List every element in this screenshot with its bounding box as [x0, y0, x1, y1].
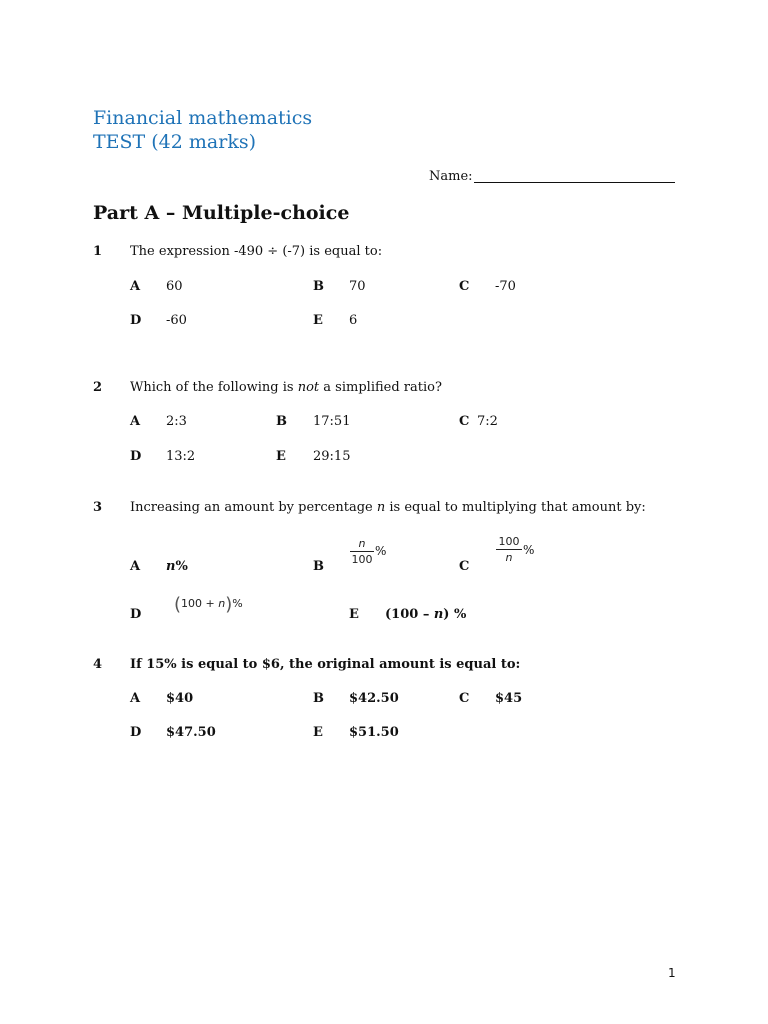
option-letter[interactable]: D: [130, 607, 142, 622]
option-value[interactable]: 29:15: [313, 449, 351, 464]
document-title: Financial mathematics: [93, 107, 313, 129]
option-value[interactable]: 17:51: [313, 414, 351, 429]
option-value[interactable]: $51.50: [349, 725, 399, 740]
option-value[interactable]: 6: [349, 313, 358, 328]
option-letter[interactable]: A: [130, 414, 141, 429]
name-label: Name:: [429, 169, 473, 184]
option-value[interactable]: 7:2: [477, 414, 498, 429]
option-value[interactable]: (100 – n) %: [385, 607, 467, 622]
option-value[interactable]: -70: [495, 279, 516, 294]
percent-sign: %: [523, 543, 535, 557]
option-value[interactable]: -60: [166, 313, 187, 328]
option-letter[interactable]: D: [130, 725, 142, 740]
question-number: 4: [93, 657, 103, 672]
fraction-100-over-n[interactable]: 100 n: [496, 535, 522, 564]
question-text: If 15% is equal to $6, the original amount is equal to:: [130, 657, 521, 672]
option-letter[interactable]: C: [459, 691, 470, 706]
option-value[interactable]: $40: [166, 691, 194, 706]
option-letter[interactable]: A: [130, 279, 141, 294]
question-number: 2: [93, 380, 103, 395]
option-letter[interactable]: C: [459, 559, 470, 574]
option-letter[interactable]: B: [276, 414, 287, 429]
question-number: 1: [93, 244, 103, 259]
option-letter[interactable]: C: [459, 414, 470, 429]
option-value[interactable]: 70: [349, 279, 366, 294]
option-value[interactable]: 13:2: [166, 449, 196, 464]
document-subtitle: TEST (42 marks): [93, 131, 257, 153]
option-letter[interactable]: E: [276, 449, 286, 464]
option-letter[interactable]: B: [313, 691, 324, 706]
question-text: Which of the following is not a simplified ratio?: [130, 380, 442, 395]
option-value[interactable]: 2:3: [166, 414, 187, 429]
expression-100-plus-n[interactable]: (100 + n)%: [174, 594, 243, 615]
percent-sign: %: [375, 544, 387, 558]
part-a-heading: Part A – Multiple-choice: [93, 202, 350, 224]
option-value[interactable]: $47.50: [166, 725, 216, 740]
option-letter[interactable]: A: [130, 559, 141, 574]
option-letter[interactable]: D: [130, 313, 142, 328]
option-letter[interactable]: C: [459, 279, 470, 294]
option-letter[interactable]: B: [313, 279, 324, 294]
option-letter[interactable]: A: [130, 691, 141, 706]
fraction-n-over-100[interactable]: n 100: [351, 537, 373, 566]
option-value[interactable]: 60: [166, 279, 183, 294]
option-letter[interactable]: E: [313, 313, 323, 328]
name-blank-line[interactable]: [474, 182, 675, 183]
page-number: 1: [668, 966, 676, 980]
option-letter[interactable]: E: [349, 607, 359, 622]
option-value[interactable]: $45: [495, 691, 523, 706]
option-letter[interactable]: E: [313, 725, 323, 740]
question-text: The expression -490 ÷ (-7) is equal to:: [130, 244, 383, 259]
question-number: 3: [93, 500, 103, 515]
option-letter[interactable]: B: [313, 559, 324, 574]
option-letter[interactable]: D: [130, 449, 142, 464]
option-value[interactable]: $42.50: [349, 691, 399, 706]
question-text: Increasing an amount by percentage n is equal to multiplying that amount by:: [130, 500, 646, 515]
option-value[interactable]: n%: [166, 559, 188, 574]
